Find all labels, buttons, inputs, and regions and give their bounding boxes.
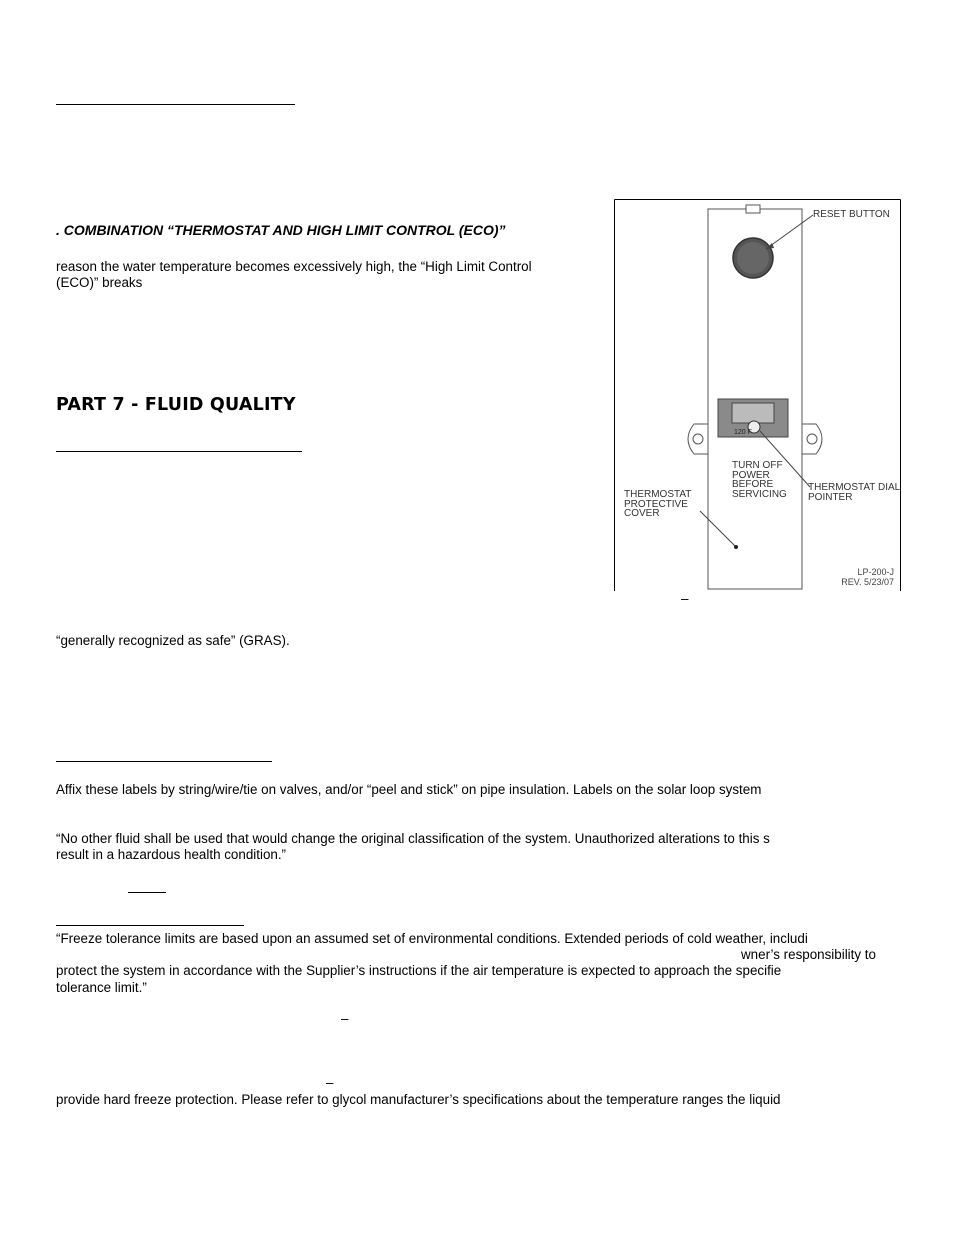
- dial-pointer-line-1: THERMOSTAT DIAL: [808, 482, 901, 493]
- eco-body-line-2: (ECO)” breaks: [56, 275, 143, 290]
- glycol-line: provide hard freeze protection. Please refer to glycol manufacturer’s specifications about the temperature ranges the liquid: [56, 1092, 781, 1107]
- labels-line: Affix these labels by string/wire/tie on valves, and/or “peel and stick” on pipe insulation. Labels on the solar loop system: [56, 782, 762, 797]
- thermostat-diagram: [614, 199, 901, 591]
- freeze-rule: [56, 925, 244, 926]
- top-rule: [56, 104, 295, 105]
- freeze-line-1: “Freeze tolerance limits are based upon an assumed set of environmental conditions. Extended periods of cold weather, includi: [56, 931, 808, 946]
- reset-button-label: RESET BUTTON: [813, 209, 890, 220]
- dash-1: –: [341, 1011, 349, 1026]
- dial-value-label: 120 F: [734, 429, 752, 436]
- turn-off-line-2: POWER: [732, 469, 770, 481]
- cover-line-2: PROTECTIVE: [624, 498, 688, 510]
- doc-id-text: LP-200-J: [857, 567, 894, 577]
- dash-2: –: [326, 1075, 334, 1090]
- section-heading-thermostat-eco: . COMBINATION “THERMOSTAT AND HIGH LIMIT CONTROL (ECO)”: [56, 222, 506, 238]
- short-rule: [128, 892, 166, 893]
- dial-pointer-line-2: POINTER: [808, 491, 853, 503]
- turn-off-line-4: SERVICING: [732, 488, 787, 500]
- turn-off-line-3: BEFORE: [732, 479, 774, 490]
- freeze-line-4: tolerance limit.”: [56, 980, 147, 995]
- labels-rule: [56, 761, 272, 762]
- cover-line-3: COVER: [624, 508, 660, 519]
- turn-off-power-label: [732, 461, 787, 499]
- quote-line-1: “No other fluid shall be used that would change the original classification of the system. Unauthorized alterations to this s: [56, 831, 770, 846]
- protective-cover-label: [624, 490, 691, 519]
- figure-doc-id: [836, 567, 894, 587]
- gras-line: “generally recognized as safe” (GRAS).: [56, 633, 290, 648]
- quote-line-2: result in a hazardous health condition.”: [56, 847, 287, 862]
- turn-off-line-1: TURN OFF: [732, 460, 783, 471]
- eco-body-line-1: reason the water temperature becomes excessively high, the “High Limit Control: [56, 259, 532, 274]
- freeze-line-2: wner’s responsibility to: [741, 947, 876, 962]
- cover-line-1: THERMOSTAT: [624, 489, 692, 500]
- revision-text: REV. 5/23/07: [841, 577, 894, 587]
- dial-pointer-label: [808, 483, 900, 502]
- freeze-line-3: protect the system in accordance with the Supplier’s instructions if the air temperature is expected to approach the specifie: [56, 963, 782, 978]
- part-7-rule: [56, 451, 302, 452]
- part-7-title: PART 7 - FLUID QUALITY: [56, 395, 296, 415]
- figure-caption-dash: –: [681, 591, 689, 606]
- thermostat-figure: [614, 199, 901, 591]
